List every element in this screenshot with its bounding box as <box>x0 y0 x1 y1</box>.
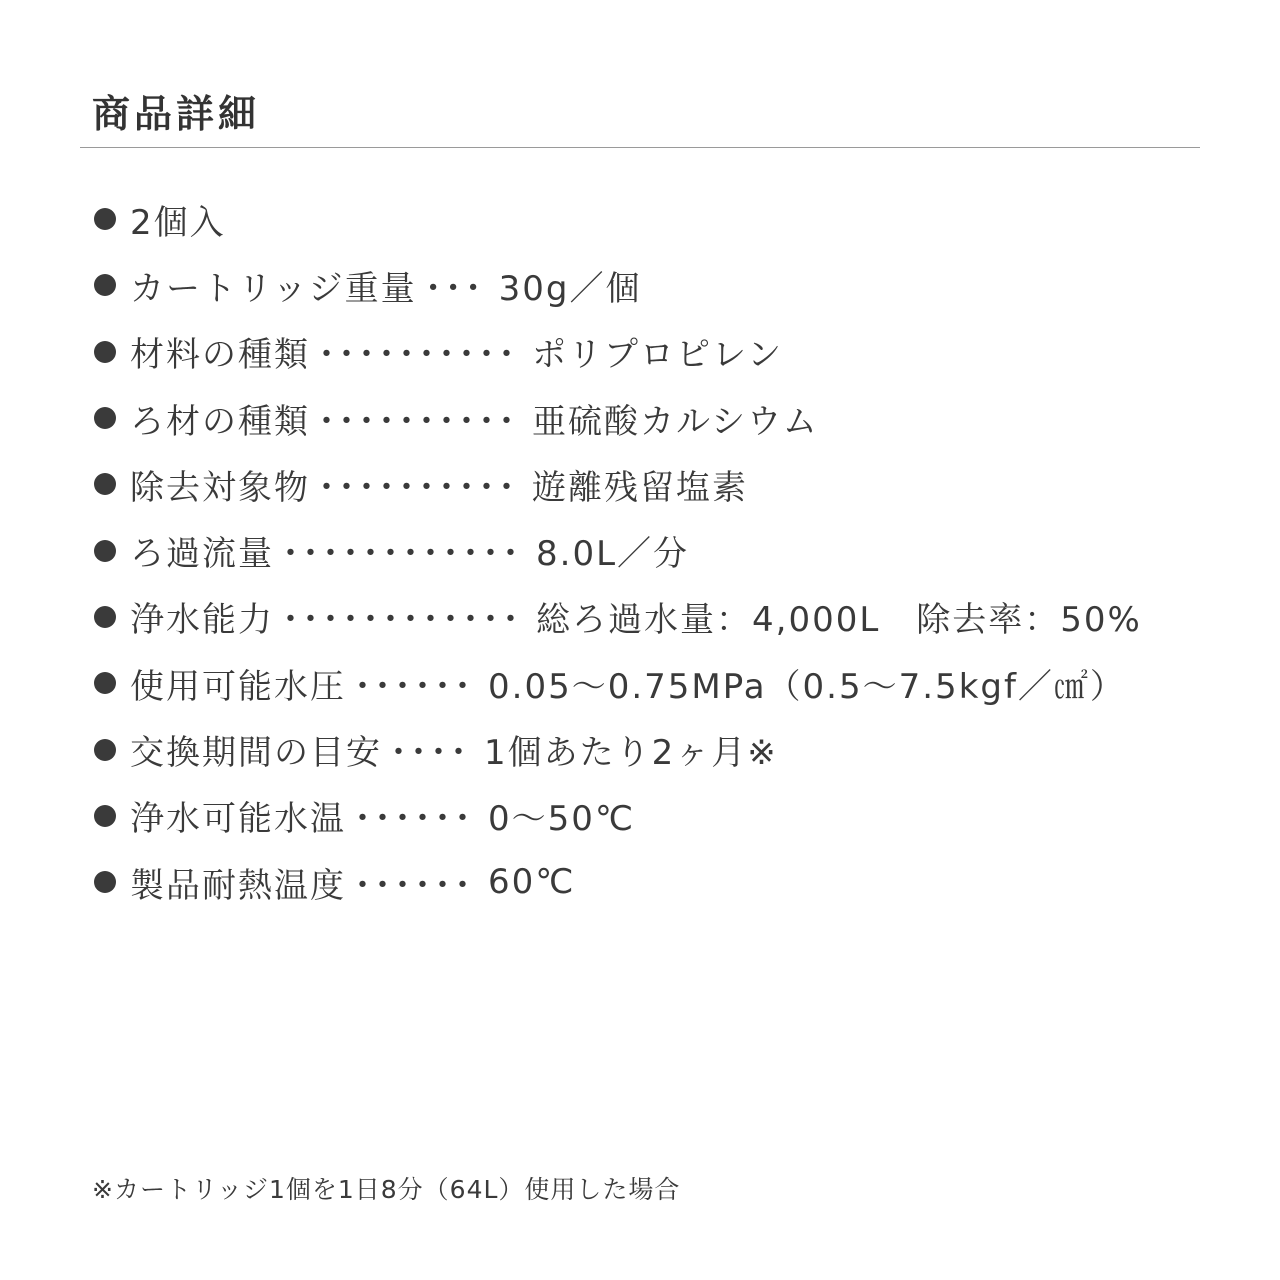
spec-value: 60℃ <box>488 862 576 903</box>
spec-label: 2個入 <box>130 202 226 243</box>
spec-value: 亜硫酸カルシウム <box>532 401 819 442</box>
spec-row-water-pressure <box>94 650 1224 716</box>
spec-label: 使用可能水圧 <box>130 666 346 707</box>
bullet-icon <box>94 274 116 296</box>
spec-label: 浄水可能水温 <box>130 799 346 840</box>
spec-value: 0～50℃ <box>488 799 636 840</box>
bullet-icon <box>94 407 116 429</box>
dot-leader: ････････････ <box>282 600 522 641</box>
spec-row-material <box>94 319 1224 385</box>
spec-row-heat-resistance <box>94 849 1224 915</box>
spec-label: 除去対象物 <box>130 467 310 508</box>
bullet-icon <box>94 739 116 761</box>
footnote: ※カートリッジ1個を1日8分（64L）使用した場合 <box>92 1175 681 1204</box>
spec-label: 材料の種類 <box>130 335 310 376</box>
bullet-icon <box>94 672 116 694</box>
spec-value: 30g／個 <box>498 268 642 309</box>
page-title: 商品詳細 <box>92 92 261 136</box>
spec-label: カートリッジ重量 <box>130 268 417 309</box>
dot-leader: ･･････････ <box>318 335 518 376</box>
spec-label: ろ過流量 <box>130 534 274 575</box>
spec-label: 浄水能力 <box>130 600 274 641</box>
spec-row-water-temperature <box>94 783 1224 849</box>
spec-list <box>94 186 1224 915</box>
spec-value: ポリプロピレン <box>532 335 784 376</box>
dot-leader: ････････････ <box>282 534 522 575</box>
bullet-icon <box>94 805 116 827</box>
bullet-icon <box>94 473 116 495</box>
spec-row-flow-rate <box>94 517 1224 583</box>
dot-leader: ････ <box>390 733 470 774</box>
spec-label: 交換期間の目安 <box>130 733 382 774</box>
spec-row-filter-media <box>94 385 1224 451</box>
spec-value: 0.05～0.75MPa（0.5～7.5kgf／㎠） <box>488 666 1126 707</box>
spec-row-purification-capacity <box>94 584 1224 650</box>
spec-row-replacement-period <box>94 716 1224 782</box>
title-divider <box>80 147 1200 148</box>
spec-value: 8.0L／分 <box>536 534 690 575</box>
spec-row-quantity <box>94 186 1224 252</box>
dot-leader: ･･････ <box>354 865 474 906</box>
dot-leader: ･･･ <box>424 268 485 309</box>
spec-row-cartridge-weight <box>94 252 1224 318</box>
spec-label: ろ材の種類 <box>130 401 310 442</box>
dot-leader: ･･････････ <box>318 401 518 442</box>
spec-row-removal-target <box>94 451 1224 517</box>
dot-leader: ･･････ <box>354 799 474 840</box>
dot-leader: ･･････････ <box>318 467 518 508</box>
spec-value: 遊離残留塩素 <box>532 467 748 508</box>
spec-label: 製品耐熱温度 <box>130 865 346 906</box>
bullet-icon <box>94 606 116 628</box>
spec-value: 総ろ過水量：4,000L 除去率：50% <box>536 600 1142 641</box>
bullet-icon <box>94 341 116 363</box>
bullet-icon <box>94 208 116 230</box>
dot-leader: ･･････ <box>354 666 474 707</box>
bullet-icon <box>94 540 116 562</box>
bullet-icon <box>94 871 116 893</box>
spec-value: 1個あたり2ヶ月※ <box>484 733 778 774</box>
